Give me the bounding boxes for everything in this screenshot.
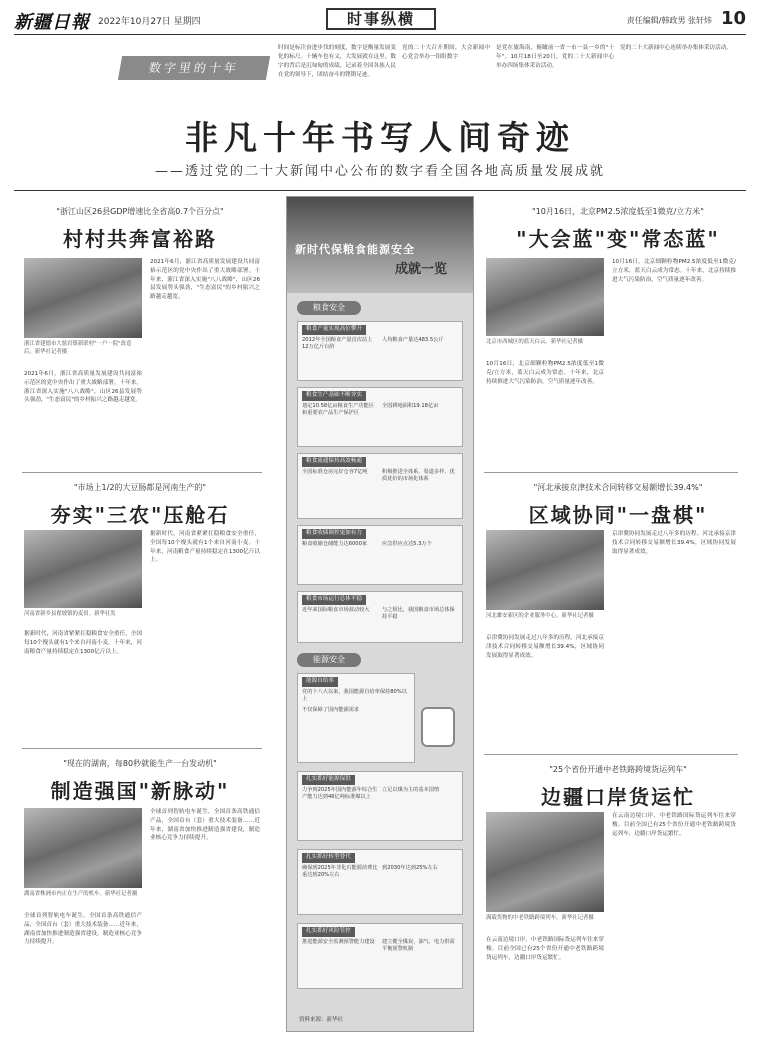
divider-1	[22, 472, 262, 473]
card-3-head: 粮食流通保持高效畅通	[302, 457, 366, 467]
article-3-kicker: "现在的湖南，每80秒就能生产一台发动机"	[63, 759, 217, 768]
article-5-headline: 区域协同"一盘棋"	[528, 503, 708, 527]
article-5-photo	[486, 530, 604, 610]
card-1-right: 人均粮食产量达483.5公斤	[382, 336, 444, 343]
card-5-left: 近年来国际粮食市场波动较大	[302, 606, 370, 613]
card-4-head: 粮食收储调控更加有力	[302, 529, 366, 539]
card-3-left: 全国标准仓房完好仓容7亿吨	[302, 468, 368, 475]
divider-3	[484, 472, 738, 473]
divider-4	[484, 754, 738, 755]
section-food-security: 粮食安全	[297, 301, 361, 315]
masthead	[14, 8, 746, 32]
panel-title: 新时代保粮食能源安全	[295, 243, 415, 256]
article-4	[500, 206, 736, 262]
section-title: 时事纵横	[326, 8, 436, 30]
card-7	[297, 771, 463, 841]
panel-credit: 资料来源：新华社	[299, 1017, 344, 1023]
article-3-headline: 制造强国"新脉动"	[50, 779, 230, 803]
card-7-head: 扎实抓好能源保供	[302, 775, 355, 785]
card-1-left: 2012年全国粮食产量首次站上12万亿斤台阶	[302, 336, 373, 351]
article-2-body: 据新时代，河南省紧紧扛稳粮食安全重任，全国每10个馒头就有1个来自河南小麦。十年来，河南粮食产量持续稳定在1300亿斤以上。	[150, 531, 260, 564]
article-4-headline: "大会蓝"变"常态蓝"	[516, 227, 720, 251]
panel-subtitle: 成就一览	[394, 262, 447, 277]
article-3-body-2: 全球首列智轨电车诞生，全国首条高铁通信产品，全国首台（套）重大技术装备……近年来，湖南省加快推进制造强省建设，制造业核心竞争力持续提升。	[24, 913, 142, 946]
series-label: 数字里的十年	[118, 56, 270, 80]
article-4-body: 10月16日，北京细颗粒物PM2.5浓度低至1微克/立方米，蓝天白云成为常态。十年来，北京持续推进大气污染防治，空气质量逐年改善。	[612, 259, 736, 283]
page-number: 10	[720, 8, 746, 29]
card-6-right: 不仅保障了国内能源需求	[302, 706, 360, 713]
article-1-body-2: 2021年6月，浙江省高质量发展建设共同富裕示范区的党中央作出了重大战略部署。十年来，浙江省深入实施"八八战略"，山区26县发展势头强劲，"生态富民"的乡村振兴之路越走越宽。	[24, 371, 142, 404]
card-3	[297, 453, 463, 519]
section-energy-security: 能源安全	[297, 653, 361, 667]
card-6-left: 党的十八大以来，我国能源自给率保持80%以上	[302, 688, 407, 703]
header-rule	[14, 34, 746, 35]
info-panel	[286, 196, 474, 1032]
card-5-head: 粮食市场运行总体平稳	[302, 595, 366, 605]
lead-col-4: 党的二十大新闻中心连续举办集体采访活动。	[620, 45, 732, 51]
article-1-photo	[24, 258, 142, 338]
article-6-body-2: 在云南边境口岸，中老铁路国际货运列车往来穿梭。目前全国已有25个省份开通中老铁路跨境货运列车，边疆口岸货运繁忙。	[486, 937, 604, 961]
card-9-left: 推进能源安全监测预警能力建设	[302, 938, 375, 945]
editor-credit: 责任编辑/韩政男 张轩炜	[626, 16, 712, 25]
article-6-body: 在云南边境口岸，中老铁路国际货运列车往来穿梭。目前全国已有25个省份开通中老铁路跨境货运列车，边疆口岸货运繁忙。	[612, 813, 736, 837]
card-4-right: 应急供应点达5.3万个	[382, 540, 432, 547]
card-6	[297, 673, 415, 763]
card-6-head: 能源自给率	[302, 677, 338, 687]
article-6-photo	[486, 812, 604, 912]
card-2-head: 粮食生产基础不断夯实	[302, 391, 366, 401]
card-8-right: 到2030年达到25%左右	[382, 864, 438, 871]
article-3	[22, 758, 258, 814]
card-5-right: 与之相比，我国粮食市场总体保持平稳	[382, 606, 455, 621]
article-1	[22, 206, 258, 262]
article-2-photo	[24, 530, 142, 608]
article-6-caption: 满载货物的中老铁路跨境列车。新华社记者摄	[486, 915, 594, 921]
article-3-body: 全球首列智轨电车诞生，全国首条高铁通信产品，全国首台（套）重大技术装备……近年来，湖南省加快推进制造强省建设，制造业核心竞争力持续提升。	[150, 809, 260, 842]
lead-col-3: 是党在旅海南，俯瞰前一省一市一县一乡的"十年"。10月18日至20日，党的二十大新闻中心举办四场集体采访活动。	[496, 45, 614, 69]
card-7-left: 力争到2025年国内能源年综合生产能力达到46亿吨标准煤以上	[302, 786, 378, 801]
article-6-kicker: "25个省份开通中老铁路跨境货运列车"	[549, 765, 687, 774]
article-4-body-2: 10月16日，北京细颗粒物PM2.5浓度低至1微克/立方米，蓝天白云成为常态。十年来，北京持续推进大气污染防治，空气质量逐年改善。	[486, 361, 604, 385]
divider-2	[22, 748, 262, 749]
card-2	[297, 387, 463, 447]
lead-col-1: 时间是标注奋进步伐的刻度，数字是衡量发展变化的标尺。十辆车也有义，大发展就在这里。数字的背后是沉甸甸的成绩，记录着全国各族人民在党的领导下，团结奋斗的铿锵足迹。	[278, 45, 396, 78]
card-9-head: 扎实抓好风险管控	[302, 927, 355, 937]
card-2-right: 全国耕地面积19.18亿亩	[382, 402, 439, 409]
article-5-caption: 河北雄安新区的企业服务中心。新华社记者摄	[486, 613, 594, 619]
lead-col-2: 党的二十大召开期间，大会新闻中心党会举办一组组数字	[402, 45, 490, 60]
sub-headline: ——透过党的二十大新闻中心公布的数字看全国各地高质量发展成就	[154, 164, 605, 179]
article-6-headline: 边疆口岸货运忙	[541, 785, 695, 809]
card-9-right: 建立健全煤炭、油气、电力供需平衡预警机制	[382, 938, 455, 953]
card-8-left: 确保到2025年非化石能源消费比重达到20%左右	[302, 864, 378, 879]
main-headline: 非凡十年书写人间奇迹	[185, 118, 575, 157]
card-5	[297, 591, 463, 643]
issue-date: 2022年10月27日 星期四	[98, 17, 201, 27]
card-8	[297, 849, 463, 915]
card-1	[297, 321, 463, 381]
article-1-headline: 村村共奔富裕路	[63, 227, 217, 251]
article-5-body: 京津冀协同发展走过八年多的历程。河北承接京津技术合同转移交易额增长39.4%，区域协同发展取得显著成效。	[612, 531, 736, 555]
card-4-left: 粮食收储仓储能力达6000家	[302, 540, 368, 547]
card-3-right: 积极推进全体系、渠道多样、优质优价的市场化体系	[382, 468, 455, 483]
article-1-caption: 浙江省建德市大慈岩镇新联村"一户一院"改造后。新华社记者摄	[24, 341, 132, 355]
article-3-photo	[24, 808, 142, 888]
article-4-caption: 北京市西城区的蓝天白云。新华社记者摄	[486, 339, 584, 345]
article-2-headline: 夯实"三农"压舱石	[50, 503, 230, 527]
article-2-body-2: 据新时代，河南省紧紧扛稳粮食安全重任，全国每10个馒头就有1个来自河南小麦。十年来，河南粮食产量持续稳定在1300亿斤以上。	[24, 631, 142, 655]
card-7-right: 立足以煤为主的基本国情	[382, 786, 440, 793]
article-5-body-2: 京津冀协同发展走过八年多的历程。河北承接京津技术合同转移交易额增长39.4%，区域协同发展取得显著成效。	[486, 635, 604, 659]
article-3-caption: 湖南省株洲市内正在生产的机车。新华社记者摄	[24, 891, 138, 897]
newspaper-logo: 新疆日報	[14, 12, 90, 33]
card-8-head: 扎实抓好转型替代	[302, 853, 355, 863]
card-2-left: 划定10.58亿亩粮食生产功能区和重要农产品生产保护区	[302, 402, 374, 417]
card-4	[297, 525, 463, 585]
article-2-caption: 河南省新乡县翟坡镇的麦田。新华社发	[24, 611, 116, 617]
article-4-photo	[486, 258, 604, 336]
article-2-kicker: "市场上1/2的大豆肠都是河南生产的"	[73, 483, 207, 492]
article-1-body: 2021年6月，浙江省高质量发展建设共同富裕示范区的党中央作出了重大战略部署。十年来，浙江省深入实施"八八战略"，山区26县发展势头强劲，"生态富民"的乡村振兴之路越走越宽。	[150, 259, 260, 301]
article-1-kicker: "浙江山区26县GDP增速比全省高0.7个百分点"	[56, 207, 224, 216]
card-1-head: 粮食产量实现高位攀升	[302, 325, 366, 335]
article-4-kicker: "10月16日，北京PM2.5浓度低至1微克/立方米"	[532, 207, 704, 216]
energy-shield-icon	[421, 707, 455, 747]
card-9	[297, 923, 463, 989]
title-rule	[14, 190, 746, 191]
article-5-kicker: "河北承接京津技术合同转移交易额增长39.4%"	[533, 483, 703, 492]
